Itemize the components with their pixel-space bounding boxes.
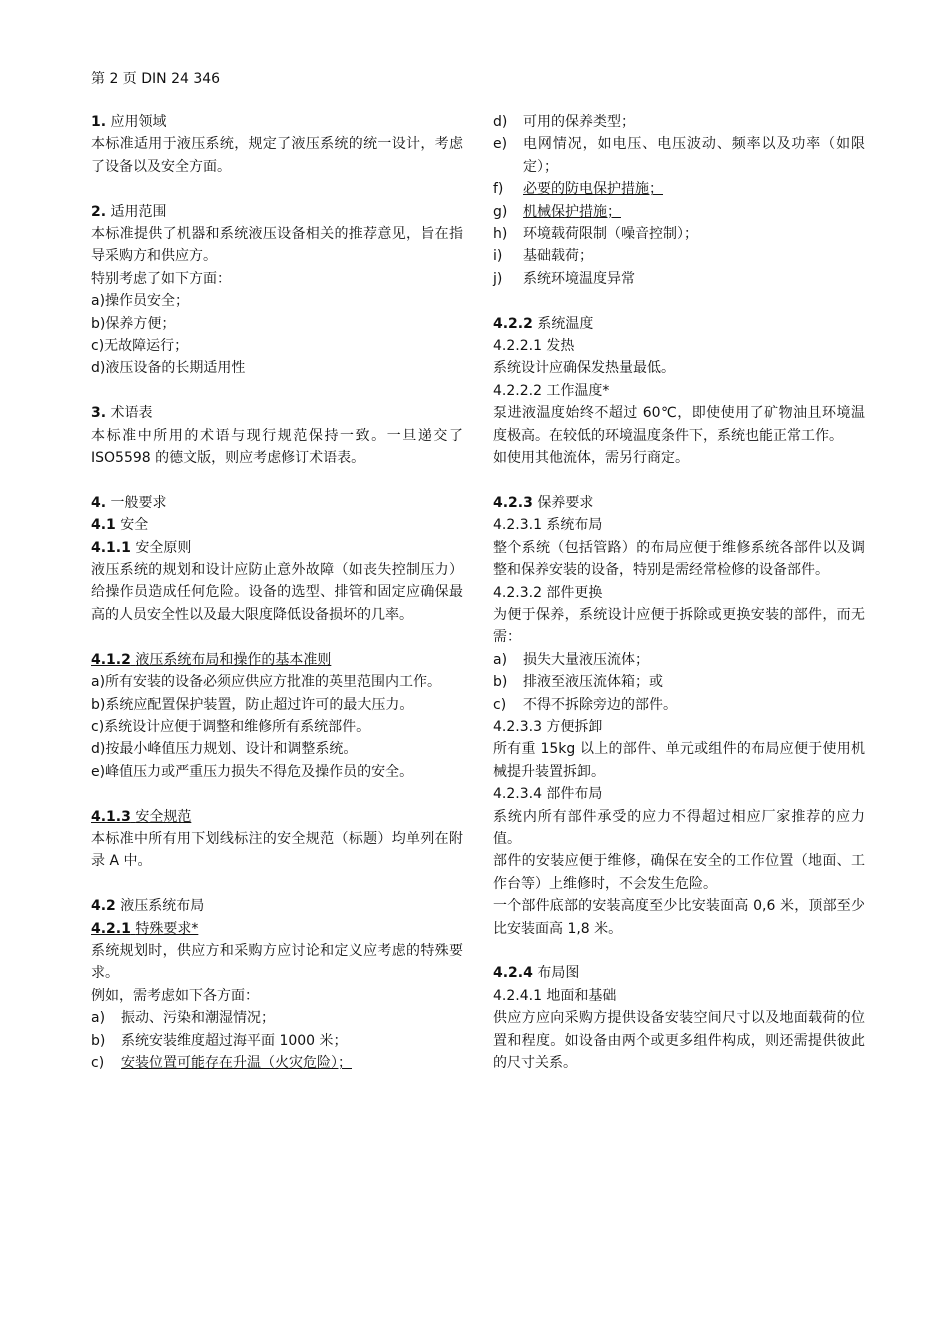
section-4-2-3-3-heading: 4.2.3.3 方便拆卸 xyxy=(493,718,603,735)
list-item xyxy=(493,671,865,693)
section-4-2-4-1-body: 供应方应向采购方提供设备安装空间尺寸以及地面载荷的位置和程度。如设备由两个或更多组件构成，则还需提供彼此的尺寸关系。 xyxy=(493,1010,865,1072)
list-item: d)按最小峰值压力规划、设计和调整系统。 xyxy=(91,741,358,758)
list-item xyxy=(493,223,865,245)
list-label: j) xyxy=(493,270,503,287)
list-text: 电网情况，如电压、电压波动、频率以及功率（如限定）； xyxy=(523,136,865,175)
section-title: 应用领域 xyxy=(110,114,167,130)
list-item xyxy=(493,649,865,671)
section-4-1-1-body: 液压系统的规划和设计应防止意外故障（如丧失控制压力）给操作员造成任何危险。设备的选型、排管和固定应确保最高的人员安全性以及最大限度降低设备损坏的几率。 xyxy=(91,562,463,623)
section-2-intro: 特别考虑了如下方面： xyxy=(91,270,231,287)
section-4-2-3-heading xyxy=(493,492,865,514)
list-label: b) xyxy=(493,674,508,691)
list-item xyxy=(493,133,865,178)
section-title: 适用范围 xyxy=(110,203,167,220)
section-title: 系统温度 xyxy=(537,315,594,332)
list-text: 可用的保养类型； xyxy=(523,114,635,130)
section-4-2-2-1-heading: 4.2.2.1 发热 xyxy=(493,338,575,355)
list-label: f) xyxy=(493,181,504,198)
section-title: 液压系统布局 xyxy=(120,898,205,915)
list-label: c) xyxy=(91,1054,105,1071)
list-text: 系统环境温度异常 xyxy=(523,270,635,287)
list-text: 机械保护措施； xyxy=(523,203,621,220)
section-1-heading xyxy=(91,111,463,133)
section-title: 一般要求 xyxy=(110,494,167,511)
list-item: c)无故障运行； xyxy=(91,338,189,355)
section-number: 1. xyxy=(91,114,107,130)
section-number: 4.1.2 xyxy=(91,651,131,668)
section-title: 保养要求 xyxy=(537,494,594,511)
list-label: h) xyxy=(493,226,508,243)
section-4-2-2-1-body: 系统设计应确保发热量最低。 xyxy=(493,360,675,377)
section-title: 布局图 xyxy=(537,965,580,982)
list-label: g) xyxy=(493,203,508,220)
section-4-2-3-3-body: 所有重 15kg 以上的部件、单元或组件的布局应便于使用机械提升装置拆卸。 xyxy=(493,741,865,780)
section-4-1-3-body: 本标准中所有用下划线标注的安全规范（标题）均单列在附录 A 中。 xyxy=(91,830,463,870)
list-text: 安装位置可能存在升温（火灾危险）； xyxy=(121,1054,352,1071)
section-number: 4.2.4 xyxy=(493,965,533,982)
section-4-2-3-4-body-2: 部件的安装应便于维修，确保在安全的工作位置（地面、工作台等）上维修时，不会发生危险。 xyxy=(493,853,865,892)
section-number: 4.1 xyxy=(91,517,116,534)
section-2-body: 本标准提供了机器和系统液压设备相关的推荐意见，旨在指导采购方和供应方。 xyxy=(91,226,463,265)
list-item xyxy=(91,1052,463,1074)
section-4-2-3-1-heading: 4.2.3.1 系统布局 xyxy=(493,517,603,534)
section-number: 4.1.1 xyxy=(91,539,131,556)
list-item xyxy=(91,1030,463,1052)
list-text: 不得不拆除旁边的部件。 xyxy=(523,696,677,713)
section-4-2-3-4-body-3: 一个部件底部的安装高度至少比安装面高 0,6 米，顶部至少比安装面高 1,8 米。 xyxy=(493,898,865,937)
list-label: i) xyxy=(493,248,503,265)
list-item xyxy=(493,268,865,290)
list-text: 环境载荷限制（噪音控制）； xyxy=(523,226,698,243)
list-text: 振动、污染和潮湿情况； xyxy=(121,1010,275,1027)
section-4-2-1-body: 系统规划时，供应方和采购方应讨论和定义应考虑的特殊要求。 xyxy=(91,942,463,982)
section-4-2-3-2-heading: 4.2.3.2 部件更换 xyxy=(493,584,603,601)
list-item xyxy=(493,111,865,133)
list-text: 必要的防电保护措施； xyxy=(523,181,663,198)
section-title: 液压系统布局和操作的基本准则 xyxy=(135,651,332,668)
list-label: e) xyxy=(493,136,508,153)
list-item xyxy=(493,694,865,716)
list-item: c)系统设计应便于调整和维修所有系统部件。 xyxy=(91,718,371,735)
section-number: 4. xyxy=(91,494,107,511)
list-label: a) xyxy=(493,651,508,668)
section-title: 安全 xyxy=(120,517,149,534)
section-3-heading xyxy=(91,402,463,424)
section-1-body: 本标准适用于液压系统，规定了液压系统的统一设计，考虑了设备以及安全方面。 xyxy=(91,136,463,175)
list-text: 损失大量液压流体； xyxy=(523,651,649,668)
right-column xyxy=(493,111,865,1074)
section-number: 4.1.3 xyxy=(91,808,131,825)
section-4-2-2-heading xyxy=(493,313,865,335)
section-title: 安全规范 xyxy=(135,808,192,825)
section-4-2-2-2-heading: 4.2.2.2 工作温度* xyxy=(493,382,610,399)
list-label: c) xyxy=(493,696,507,713)
section-title: 特殊要求* xyxy=(135,920,199,937)
list-item: e)峰值压力或严重压力损失不得危及操作员的安全。 xyxy=(91,763,414,780)
list-item xyxy=(91,1007,463,1029)
section-4-2-3-4-body: 系统内所有部件承受的应力不得超过相应厂家推荐的应力值。 xyxy=(493,808,865,847)
section-number: 4.2.2 xyxy=(493,315,533,332)
section-4-2-4-heading xyxy=(493,962,865,984)
section-4-1-2-heading xyxy=(91,649,463,671)
list-text: 系统安装维度超过海平面 1000 米； xyxy=(121,1032,348,1049)
list-label: b) xyxy=(91,1032,106,1049)
list-label: a) xyxy=(91,1010,106,1027)
section-4-2-4-1-heading: 4.2.4.1 地面和基础 xyxy=(493,987,617,1004)
section-4-1-3-heading xyxy=(91,806,463,828)
section-4-heading xyxy=(91,492,463,514)
list-item xyxy=(493,245,865,267)
section-4-1-heading xyxy=(91,514,463,536)
section-title: 安全原则 xyxy=(135,539,192,556)
section-4-2-3-4-heading: 4.2.3.4 部件布局 xyxy=(493,786,603,803)
section-4-2-3-1-body: 整个系统（包括管路）的布局应便于维修系统各部件以及调整和保养安装的设备，特别是需经常检修的设备部件。 xyxy=(493,539,865,579)
section-number: 4.2.3 xyxy=(493,494,533,511)
list-item: a)所有安装的设备必须应供应方批准的英里范围内工作。 xyxy=(91,674,442,691)
left-column xyxy=(91,111,463,1074)
list-item: b)保养方便； xyxy=(91,315,176,332)
list-text: 排液至液压流体箱；或 xyxy=(523,674,663,691)
section-3-body: 本标准中所用的术语与现行规范保持一致。一旦递交了 ISO5598 的德文版，则应考虑修订术语表。 xyxy=(91,427,463,467)
list-item xyxy=(493,178,865,200)
section-number: 3. xyxy=(91,405,107,422)
list-item: a)操作员安全； xyxy=(91,293,190,310)
section-4-2-2-2-body: 泵进液温度始终不超过 60℃，即使使用了矿物油且环境温度极高。在较低的环境温度条件下，系统也能正常工作。 xyxy=(493,405,865,444)
list-item xyxy=(493,201,865,223)
section-number: 4.2 xyxy=(91,898,116,915)
section-number: 2. xyxy=(91,203,107,220)
section-title: 术语表 xyxy=(110,405,153,422)
section-4-2-3-2-body: 为便于保养，系统设计应便于拆除或更换安装的部件，而无需： xyxy=(493,606,865,646)
list-item: b)系统应配置保护装置，防止超过许可的最大压力。 xyxy=(91,696,414,713)
section-2-heading xyxy=(91,201,463,223)
list-label: d) xyxy=(493,114,508,130)
section-4-1-1-heading xyxy=(91,537,463,559)
section-number: 4.2.1 xyxy=(91,920,131,937)
list-text: 基础载荷； xyxy=(523,248,593,265)
section-4-2-1-heading xyxy=(91,918,463,940)
section-4-2-heading xyxy=(91,895,463,917)
list-item: d)液压设备的长期适用性 xyxy=(91,360,246,377)
section-4-2-1-intro: 例如，需考虑如下各方面： xyxy=(91,987,259,1004)
section-4-2-2-2-body-2: 如使用其他流体，需另行商定。 xyxy=(493,450,689,467)
page-header: 第 2 页 DIN 24 346 xyxy=(91,71,221,87)
